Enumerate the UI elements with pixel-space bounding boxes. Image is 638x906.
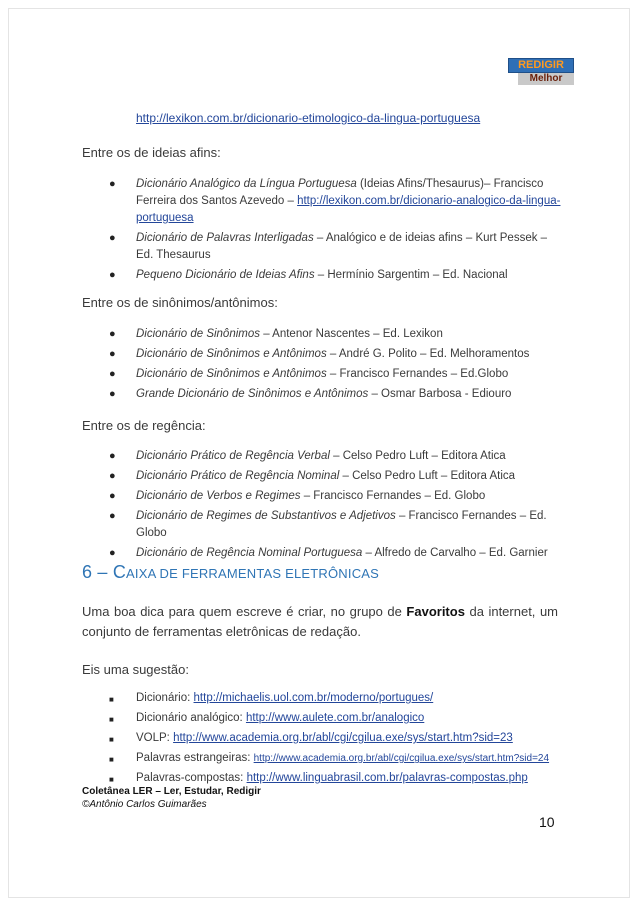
bullet-icon: ●: [109, 490, 116, 502]
tools-list: [82, 690, 562, 790]
square-bullet-icon: ■: [109, 715, 114, 724]
tool-link[interactable]: http://www.academia.org.br/abl/cgi/cgilua.exe/sys/start.htm?sid=23: [173, 732, 513, 744]
sinonimos-heading: Entre os de sinônimos/antônimos:: [82, 295, 278, 310]
tool-link[interactable]: http://www.academia.org.br/abl/cgi/cgilua.exe/sys/start.htm?sid=24: [253, 753, 550, 764]
bullet-icon: ●: [109, 547, 116, 559]
footer-author: ©Antônio Carlos Guimarães: [82, 799, 207, 810]
redigir-melhor-logo: [508, 58, 574, 85]
etimologico-link-line: [136, 111, 480, 125]
list-item: ● Dicionário de Regimes de Substantivos e Adjetivos – Francisco Fernandes – Ed. Globo: [109, 510, 547, 539]
regencia-list: [82, 448, 562, 565]
bullet-icon: ●: [109, 178, 116, 190]
bullet-icon: ●: [109, 232, 116, 244]
footer: [82, 785, 261, 811]
tool-link[interactable]: http://www.linguabrasil.com.br/palavras-compostas.php: [246, 772, 528, 784]
bullet-icon: ●: [109, 368, 116, 380]
list-item: ■ Dicionário analógico: http://www.aulete.com.br/analogico: [82, 710, 562, 727]
list-item: ● Dicionário de Regência Nominal Portuguesa – Alfredo de Carvalho – Ed. Garnier: [82, 545, 562, 562]
bullet-icon: ●: [109, 510, 116, 522]
bullet-icon: ●: [109, 269, 116, 281]
list-item: ■ Palavras estrangeiras: http://www.academia.org.br/abl/cgi/cgilua.exe/sys/start.htm?sid=24: [82, 750, 562, 767]
square-bullet-icon: ■: [109, 755, 114, 764]
list-item: ● Dicionário de Verbos e Regimes – Francisco Fernandes – Ed. Globo: [82, 488, 562, 505]
bullet-icon: ●: [109, 450, 116, 462]
bullet-icon: ●: [109, 328, 116, 340]
list-item: ■ Palavras-compostas: http://www.linguabrasil.com.br/palavras-compostas.php: [82, 770, 562, 787]
square-bullet-icon: ■: [109, 735, 114, 744]
tool-link[interactable]: http://www.aulete.com.br/analogico: [245, 712, 425, 724]
sinonimos-list: [82, 326, 562, 406]
bullet-icon: ●: [109, 388, 116, 400]
analogico-link[interactable]: http://lexikon.com.br/dicionario-analogico-da-lingua-portuguesa: [136, 195, 561, 224]
list-item: ■ Dicionário: http://michaelis.uol.com.br/moderno/portugues/: [82, 690, 562, 707]
list-item: ● Grande Dicionário de Sinônimos e Antônimos – Osmar Barbosa - Ediouro: [82, 386, 562, 403]
logo-top-text: REDIGIR: [508, 58, 574, 73]
list-item: ● Dicionário de Sinônimos – Antenor Nascentes – Ed. Lexikon: [82, 326, 562, 343]
list-item: ● Dicionário Analógico da Língua Portuguesa (Ideias Afins/Thesaurus)– Francisco Ferreira dos Santos Azevedo – http://lexikon.com.br/dicionario-analogico-da-lingua-portuguesa: [109, 178, 561, 224]
square-bullet-icon: ■: [109, 695, 114, 704]
list-item: ● Pequeno Dicionário de Ideias Afins – Hermínio Sargentim – Ed. Nacional: [82, 267, 562, 284]
list-item: ● Dicionário de Sinônimos e Antônimos – Francisco Fernandes – Ed.Globo: [82, 366, 562, 383]
favoritos-paragraph: Uma boa dica para quem escreve é criar, no grupo de Favoritos da internet, um conjunto de ferramentas eletrônicas de redação.: [82, 604, 559, 639]
etimologico-link[interactable]: http://lexikon.com.br/dicionario-etimologico-da-lingua-portuguesa: [136, 111, 481, 125]
footer-title: Coletânea LER – Ler, Estudar, Redigir: [82, 786, 261, 797]
list-item: ● Dicionário Prático de Regência Verbal – Celso Pedro Luft – Editora Atica: [82, 448, 562, 465]
regencia-heading: Entre os de regência:: [82, 418, 206, 433]
list-item: ■ VOLP: http://www.academia.org.br/abl/cgi/cgilua.exe/sys/start.htm?sid=23: [82, 730, 562, 747]
tool-link[interactable]: http://michaelis.uol.com.br/moderno/portugues/: [193, 692, 434, 704]
ideias-list: [82, 176, 562, 287]
bullet-icon: ●: [109, 470, 116, 482]
ideias-heading: Entre os de ideias afins:: [82, 145, 221, 160]
suggestion-label: Eis uma sugestão:: [82, 662, 189, 677]
section-heading: 6 – CAIXA DE FERRAMENTAS ELETRÔNICAS: [82, 562, 380, 582]
list-item: ● Dicionário de Sinônimos e Antônimos – André G. Polito – Ed. Melhoramentos: [82, 346, 562, 363]
list-item: ● Dicionário Prático de Regência Nominal – Celso Pedro Luft – Editora Atica: [82, 468, 562, 485]
page-number: 10: [539, 814, 555, 830]
square-bullet-icon: ■: [109, 775, 114, 784]
logo-bottom-text: Melhor: [518, 73, 574, 85]
favoritos-bold: Favoritos: [406, 604, 465, 619]
bullet-icon: ●: [109, 348, 116, 360]
list-item: ● Dicionário de Palavras Interligadas – Analógico e de ideias afins – Kurt Pessek – Ed. Thesaurus: [109, 232, 548, 261]
